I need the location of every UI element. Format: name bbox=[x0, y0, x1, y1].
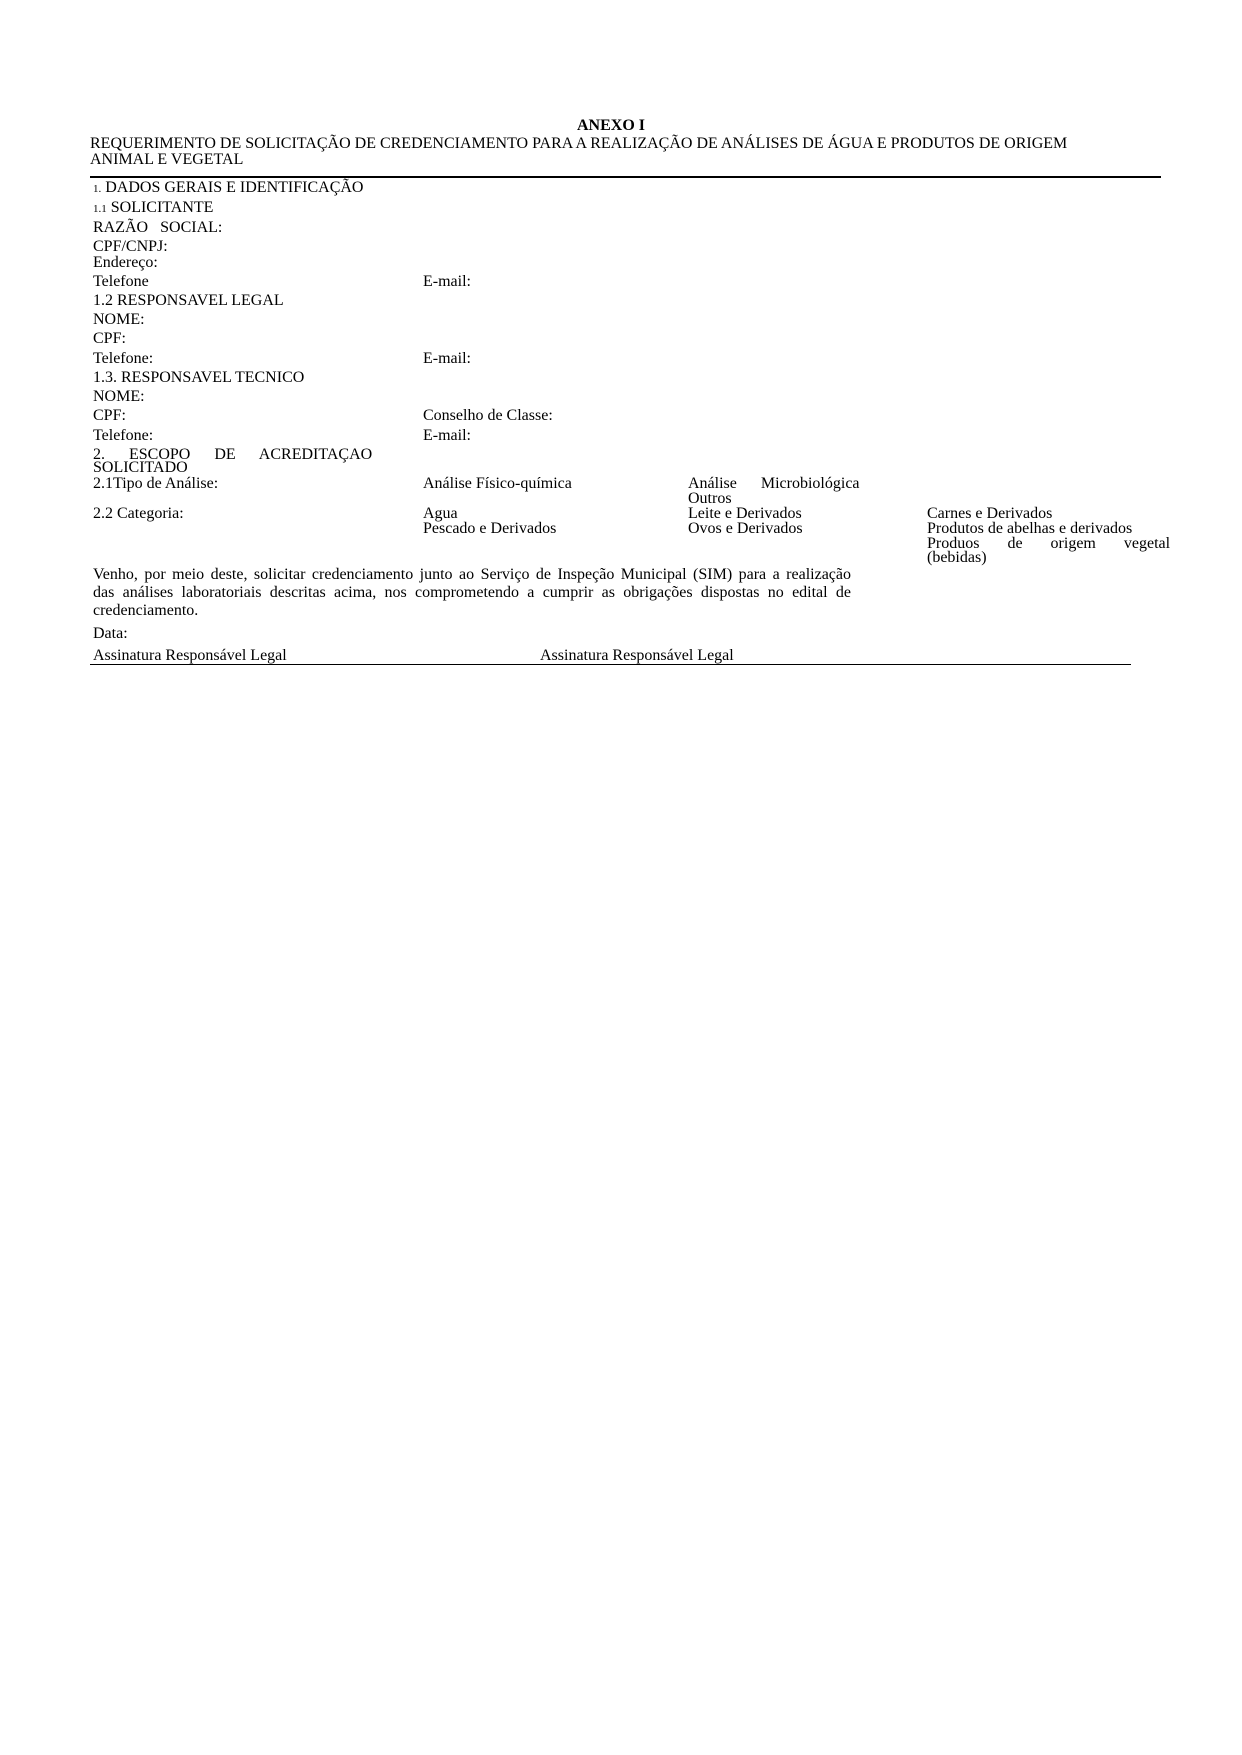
telefone-label-3: Telefone: bbox=[93, 427, 154, 444]
tipo-analise-label: 2.1Tipo de Análise: bbox=[93, 475, 219, 492]
subsection-1-3-title: 1.3. RESPONSAVEL TECNICO bbox=[93, 369, 305, 386]
declaration-line2: das análises laboratoriais descritas acima, nos comprometendo a cumprir as obrigações dispostas no edital de bbox=[93, 584, 851, 601]
categoria-pescado: Pescado e Derivados bbox=[423, 520, 557, 537]
nome-label-2: NOME: bbox=[93, 311, 145, 328]
declaration-line1: Venho, por meio deste, solicitar credenciamento junto ao Serviço de Inspeção Municipal (SIM) para a realização bbox=[93, 566, 851, 583]
data-label: Data: bbox=[93, 625, 128, 642]
signature-label-2: Assinatura Responsável Legal bbox=[540, 647, 734, 664]
section2-title-line2: SOLICITADO bbox=[93, 459, 188, 476]
categoria-vegetal-line2: (bebidas) bbox=[927, 549, 987, 566]
document-title-line2: ANIMAL E VEGETAL bbox=[90, 151, 244, 168]
categoria-abelhas: Produtos de abelhas e derivados bbox=[927, 520, 1133, 537]
section1-title: DADOS GERAIS E IDENTIFICAÇÃO bbox=[105, 179, 364, 196]
razao-social-label: RAZÃO SOCIAL: bbox=[93, 219, 223, 236]
section2-title-line1: 2. ESCOPO DE ACREDITAÇAO bbox=[93, 446, 373, 463]
conselho-classe-label: Conselho de Classe: bbox=[423, 407, 553, 424]
categoria-label: 2.2 Categoria: bbox=[93, 505, 184, 522]
document-title-line1: REQUERIMENTO DE SOLICITAÇÃO DE CREDENCIAMENTO PARA A REALIZAÇÃO DE ANÁLISES DE ÁGUA E PRODUTOS DE ORIGEM bbox=[90, 135, 1068, 152]
categoria-ovos: Ovos e Derivados bbox=[688, 520, 803, 537]
header-divider bbox=[90, 176, 1161, 178]
telefone-label-2: Telefone: bbox=[93, 350, 154, 367]
subsection-1-1-heading bbox=[93, 200, 213, 217]
categoria-agua: Agua bbox=[423, 505, 458, 522]
nome-label-3: NOME: bbox=[93, 388, 145, 405]
cpf-label-3: CPF: bbox=[93, 407, 126, 424]
email-label-2: E-mail: bbox=[423, 350, 471, 367]
declaration-line3: credenciamento. bbox=[93, 602, 199, 619]
declaration-paragraph bbox=[93, 566, 851, 620]
subsection-1-1-title: SOLICITANTE bbox=[110, 199, 214, 216]
categoria-carnes: Carnes e Derivados bbox=[927, 505, 1053, 522]
cpf-cnpj-label: CPF/CNPJ: bbox=[93, 238, 168, 255]
annex-title: ANEXO I bbox=[577, 117, 646, 134]
email-label-3: E-mail: bbox=[423, 427, 471, 444]
categoria-leite: Leite e Derivados bbox=[688, 505, 802, 522]
signature-label-1: Assinatura Responsável Legal bbox=[93, 647, 287, 664]
endereco-label: Endereço: bbox=[93, 254, 158, 271]
tipo-outros: Outros bbox=[688, 490, 732, 507]
section1-number: 1. bbox=[93, 183, 102, 195]
subsection-1-1-number: 1.1 bbox=[93, 203, 107, 215]
telefone-label-1: Telefone bbox=[93, 273, 149, 290]
categoria-vegetal-line1: Produos de origem vegetal bbox=[927, 535, 1171, 552]
tipo-microbiologica: Análise Microbiológica bbox=[688, 475, 860, 492]
cpf-label-2: CPF: bbox=[93, 330, 126, 347]
signature-line bbox=[90, 664, 1131, 665]
tipo-fisico-quimica: Análise Físico-química bbox=[423, 475, 572, 492]
section1-heading bbox=[93, 180, 363, 197]
subsection-1-2-title: 1.2 RESPONSAVEL LEGAL bbox=[93, 292, 284, 309]
email-label-1: E-mail: bbox=[423, 273, 471, 290]
